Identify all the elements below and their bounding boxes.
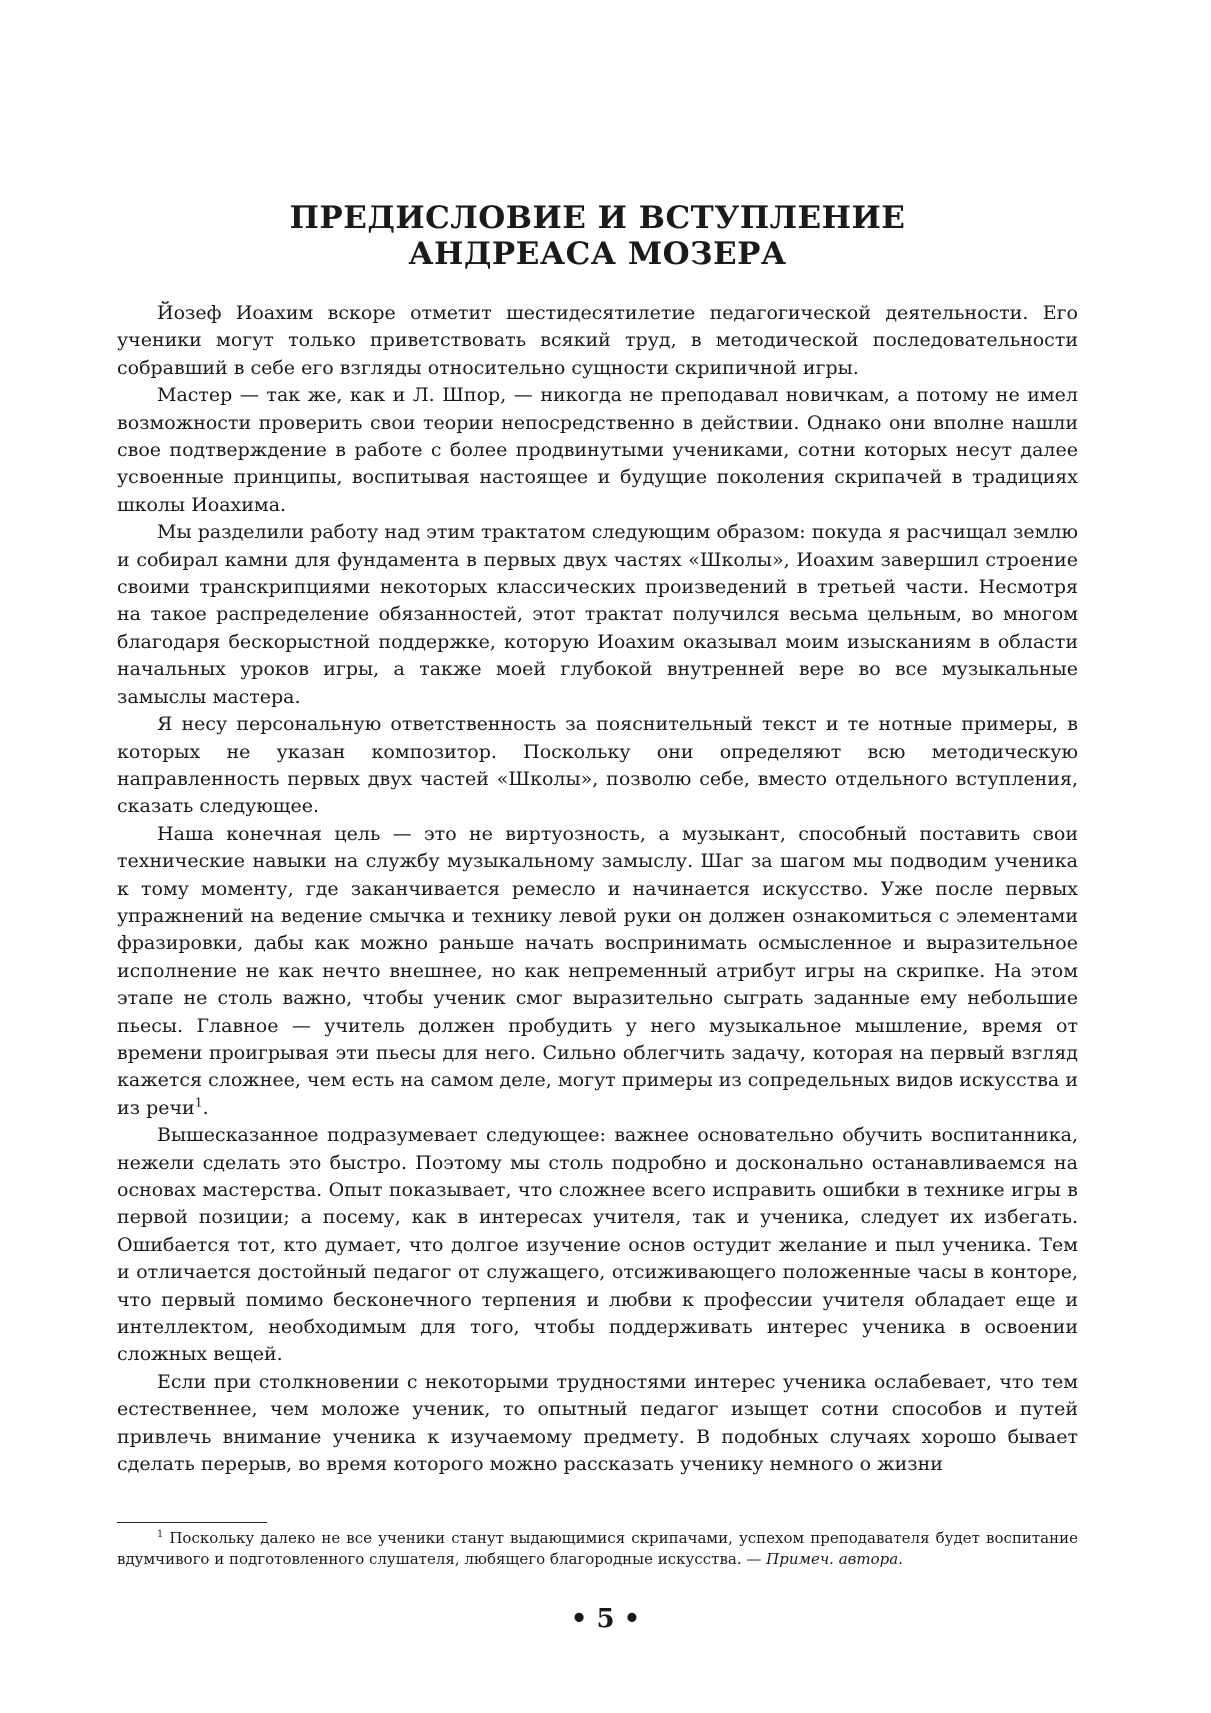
- page-title: [117, 200, 1078, 272]
- footnote-area: [117, 1522, 1078, 1570]
- page-title-line-1: ПРЕДИСЛОВИЕ И ВСТУПЛЕНИЕ: [289, 200, 906, 236]
- footnote: [117, 1528, 1078, 1570]
- body-text: [117, 300, 1078, 1478]
- paragraph-3: Мы разделили работу над этим трактатом следующим образом: покуда я расчищал землю и собирал камни для фундамента в первых двух частях «Школы», Иоахим завершил строение своими транскрипциями некоторых классических произведений в третьей части. Несмотря на такое распределение обязанностей, этот трактат получился весьма цельным, во многом благодаря бескорыстной поддержке, которую Иоахим оказывал моим изысканиям в области начальных уроков игры, а также моей глубокой внутренней вере во все музыкальные замыслы мастера.: [117, 521, 1078, 708]
- paragraph-6: Вышесказанное подразумевает следующее: важнее основательно обучить воспитанника, нежели сделать это быстро. Поэтому мы столь подробно и досконально останавливаемся на основах мастерства. Опыт показывает, что сложнее всего исправить ошибки в технике игры в первой позиции; а посему, как в интересах учителя, так и ученика, следует их избегать. Ошибается тот, кто думает, что долгое изучение основ остудит желание и пыл ученика. Тем и отличается достойный педагог от служащего, отсиживающего положенные часы в конторе, что первый помимо бесконечного терпения и любви к профессии учителя обладает еще и интеллектом, необходимым для того, чтобы поддерживать интерес ученика в освоении сложных вещей.: [117, 1124, 1078, 1366]
- paragraph-5-text: Наша конечная цель — это не виртуозность, а музыкант, способный поставить свои технические навыки на службу музыкальному замыслу. Шаг за шагом мы подводим ученика к тому моменту, где заканчивается ремесло и начинается искусство. Уже после первых упражнений на ведение смычка и технику левой руки он должен ознакомиться с элементами фразировки, дабы как можно раньше начать воспринимать осмысленное и выразительное исполнение не как нечто внешнее, но как непременный атрибут игры на скрипке. На этом этапе не столь важно, чтобы ученик смог выразительно сыграть заданные ему небольшие пьесы. Главное — учитель должен пробудить у него музыкальное мышление, время от времени проигрывая эти пьесы для него. Сильно облегчить задачу, которая на первый взгляд кажется сложнее, чем есть на самом деле, могут примеры из сопредельных видов искусства и из речи: [117, 822, 1078, 1119]
- footnote-text: Поскольку далеко не все ученики станут выдающимися скрипачами, успехом преподавателя будет воспитание вдумчивого и подготовленного слушателя, любящего благородные искусства. —: [117, 1529, 1078, 1568]
- footnote-marker: 1: [157, 1529, 164, 1540]
- paragraph-4: Я несу персональную ответственность за пояснительный текст и те нотные примеры, в которых не указан композитор. Поскольку они определяют всю методическую направленность первых двух частей «Школы», позволю себе, вместо отдельного вступления, сказать следующее.: [117, 713, 1078, 818]
- footnote-attribution: Примеч. автора.: [766, 1550, 903, 1568]
- paragraph-2: Мастер — так же, как и Л. Шпор, — никогда не преподавал новичкам, а потому не имел возможности проверить свои теории непосредственно в действии. Однако они вполне нашли свое подтверждение в работе с более продвинутыми учениками, сотни которых несут далее усвоенные принципы, воспитывая настоящее и будущие поколения скрипачей в традициях школы Иоахима.: [117, 384, 1078, 516]
- footnote-reference[interactable]: 1: [194, 1095, 203, 1110]
- page-title-line-2: АНДРЕАСА МОЗЕРА: [408, 236, 787, 272]
- paragraph-7: Если при столкновении с некоторыми трудностями интерес ученика ослабевает, что тем естественнее, чем моложе ученик, то опытный педагог изыщет сотни способов и путей привлечь внимание ученика к изучаемому предмету. В подобных случаях хорошо бывает сделать перерыв, во время которого можно рассказать ученику немного о жизни: [117, 1370, 1078, 1476]
- footnote-divider: [117, 1522, 267, 1523]
- page-number: • 5 •: [570, 1604, 641, 1634]
- paragraph-1: Йозеф Иоахим вскоре отметит шестидесятилетие педагогической деятельности. Его ученики могут только приветствовать всякий труд, в методической последовательности собравший в себе его взгляды относительно сущности скрипичной игры.: [117, 302, 1078, 379]
- page-content: [117, 200, 1078, 1478]
- paragraph-5: Наша конечная цель — это не виртуозность, а музыкант, способный поставить свои технические навыки на службу музыкальному замыслу. Шаг за шагом мы подводим ученика к тому моменту, где заканчивается ремесло и начинается искусство. Уже после первых упражнений на ведение смычка и технику левой руки он должен ознакомиться с элементами фразировки, дабы как можно раньше начать воспринимать осмысленное и выразительное исполнение не как нечто внешнее, но как непременный атрибут игры на скрипке. На этом этапе не столь важно, чтобы ученик смог выразительно сыграть заданные ему небольшие пьесы. Главное — учитель должен пробудить у него музыкальное мышление, время от времени проигрывая эти пьесы для него. Сильно облегчить задачу, которая на первый взгляд кажется сложнее, чем есть на самом деле, могут примеры из сопредельных видов искусства и из речи$^1$.: [117, 822, 1078, 1119]
